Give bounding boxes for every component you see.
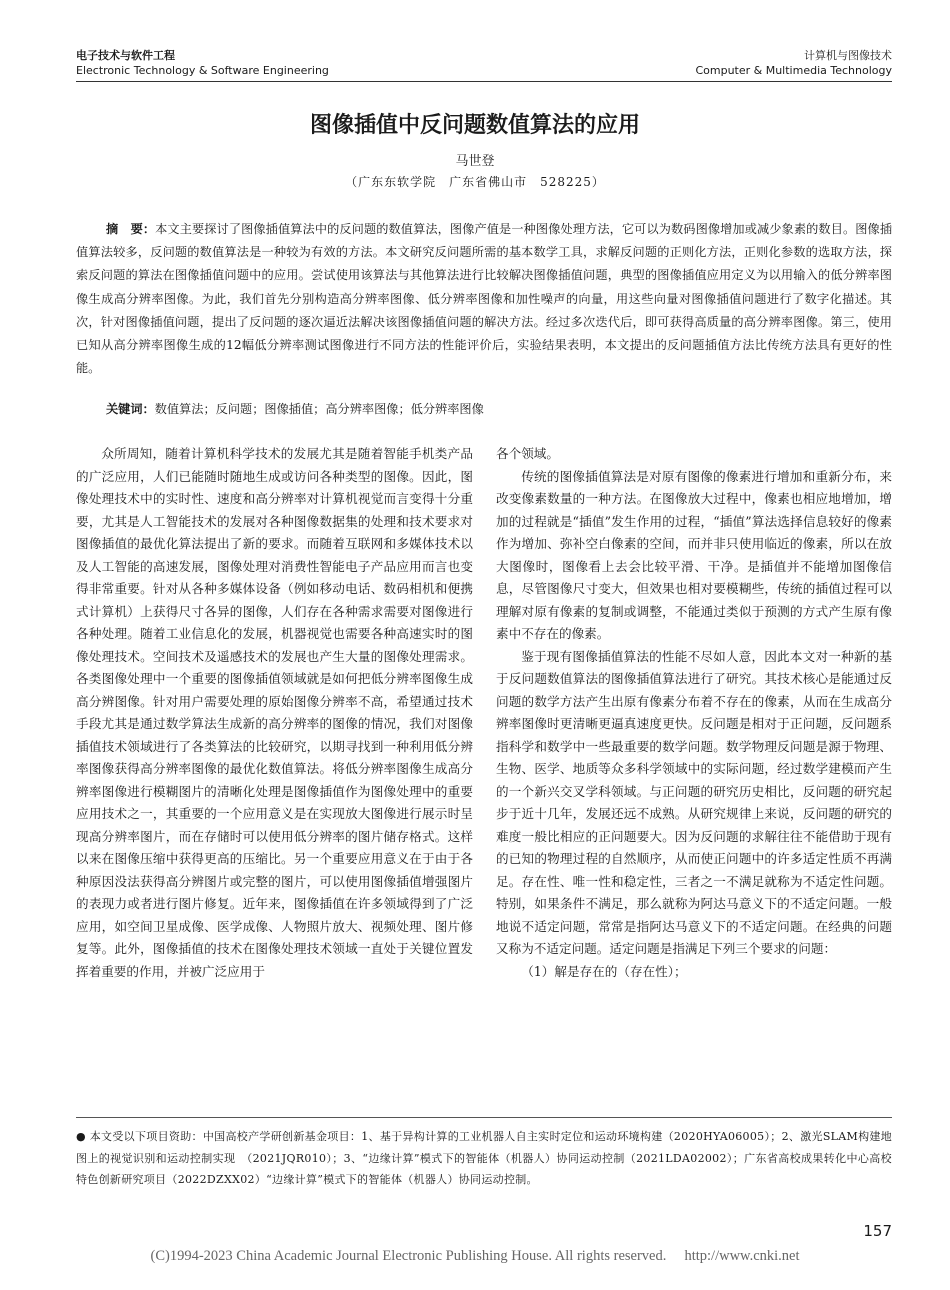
journal-name-en: Electronic Technology & Software Engineering: [76, 64, 329, 77]
footnote-divider: [76, 1117, 892, 1118]
page-number: 157: [863, 1222, 892, 1240]
keywords-label: 关键词：: [106, 402, 155, 416]
abstract-text: 本文主要探讨了图像插值算法中的反问题的数值算法，图像产值是一种图像处理方法，它可以为数码图像增加或减少象素的数目。图像插值算法较多，反问题的数值算法是一种较为有效的方法。本文研究反问题所需的基本数学工具，求解反问题的正则化方法，正则化参数的选取方法，探索反问题的算法在图像插值问题中的应用。尝试使用该算法与其他算法进行比较解决图像插值问题，典型的图像插值应用定义为以用输入的低分辨率图像生成高分辨率图像。为此，我们首先分别构造高分辨率图像、低分辨率图像和加性噪声的向量，用这些向量对图像插值问题进行了数字化描述。其次，针对图像插值问题，提出了反问题的逐次逼近法解决该图像插值问题的解决方法。经过多次迭代后，即可获得高质量的高分辨率图像。第三，使用已知从高分辨率图像生成的12幅低分辨率测试图像进行不同方法的性能评价后，实验结果表明，本文提出的反问题插值方法比传统方法具有更好的性能。: [76, 222, 893, 376]
paragraph: 鉴于现有图像插值算法的性能不尽如人意，因此本文对一种新的基于反问题数值算法的图像插值算法进行了研究。其技术核心是能通过反问题的数学方法产生出原有像素分布着不存在的像素，从而在生成高分辨率图像时更清晰更逼真速度更快。反问题是相对于正问题，反问题系指科学和数学中一些最重要的数学问题。数学物理反问题是源于物理、生物、医学、地质等众多科学领域中的实际问题，经过数学建模而产生的一个新兴交叉学科领域。与正问题的研究历史相比，反问题的研究起步于近十几年，发展还远不成熟。从研究规律上来说，反问题的研究的难度一般比相应的正问题要大。因为反问题的求解往往不能借助于现有的已知的物理过程的自然顺序，从而使正问题中的许多适定性质不再满足。存在性、唯一性和稳定性，三者之一不满足就称为不适定性问题。特别，如果条件不满足，那么就称为阿达马意义下的不适定问题。一般地说不适定问题，常常是指阿达马意义下的不适定问题。在经典的问题又称为不适定问题。适定问题是指满足下列三个要求的问题：: [496, 648, 892, 956]
keywords: [106, 399, 892, 419]
article-title: 图像插值中反问题数值算法的应用: [309, 113, 640, 138]
paragraph: 传统的图像插值算法是对原有图像的像素进行增加和重新分布，来改变像素数量的一种方法。在图像放大过程中，像素也相应地增加，增加的过程就是“插值”发生作用的过程，“插值”算法选择信息较好的像素作为增加、弥补空白像素的空间，而并非只使用临近的像素，所以在放大图像时，图像看上去会比较平滑、干净。是插值并不能增加图像信息，尽管图像尺寸变大，但效果也相对要模糊些，传统的插值过程可以理解对原有像素的复制或调整，不能通过类似于预测的方式产生原有像素中不存在的像素。: [496, 468, 892, 641]
paragraph-continuation: 各个领域。: [496, 446, 559, 461]
author-affiliation: （广东东软学院 广东省佛山市 528225）: [345, 175, 605, 189]
copyright-notice: (C)1994-2023 China Academic Journal Electronic Publishing House. All rights reserved. http://www.cnki.net: [150, 1248, 800, 1264]
header-divider: [76, 81, 892, 82]
footnote-text: 本文受以下项目资助：中国高校产学研创新基金项目：1、基于异构计算的工业机器人自主实时定位和运动环境构建（2020HYA06005）；2、激光SLAM构建地图上的视觉识别和运动控制实现 （2021JQR010）；3、“边缘计算”模式下的智能体（机器人）协同运动控制（2021LDA02002）；广东省高校成果转化中心高校特色创新研究项目（2022DZXX02）“边缘计算”模式下的智能体（机器人）协同运动控制。: [76, 1130, 893, 1186]
section-header: [695, 48, 892, 78]
abstract: [76, 218, 892, 380]
section-name-cn: 计算机与图像技术: [804, 49, 892, 62]
paragraph: 众所周知，随着计算机科学技术的发展尤其是随着智能手机类产品的广泛应用，人们已能随时随地生成或访问各种类型的图像。因此，图像处理技术中的实时性、速度和高分辨率对计算机视觉而言变得十分重要，尤其是人工智能技术的发展对各种图像数据集的处理和技术要求对图像插值的最优化算法提出了新的要求。而随着互联网和多媒体技术以及人工智能的高速发展，图像处理对消费性智能电子产品应用而言也变得非常重要。针对从各种多媒体设备（例如移动电话、数码相机和便携式计算机）上获得尺寸各异的图像，人们存在各种需求需要对图像进行各种处理。随着工业信息化的发展，机器视觉也需要各种高速实时的图像处理技术。空间技术及遥感技术的发展也产生大量的图像处理需求。各类图像处理中一个重要的图像插值领域就是如何把低分辨率图像生成高分辨图像。针对用户需要处理的原始图像分辨率不高，希望通过技术手段尤其是通过数学算法生成新的高分辨率的图像的情况，我们对图像插值技术领域进行了各类算法的比较研究，以期寻找到一种利用低分辨率图像获得高分辨率图像的最优化数值算法。将低分辨率图像生成高分辨率图像进行模糊图片的清晰化处理是图像插值作为图像处理中的重要应用技术之一，其重要的一个应用意义是在实现放大图像进行展示时呈现高分辨率图片，而在存储时可以使用低分辨率的图片储存格式。这样以来在图像压缩中获得更高的压缩比。另一个重要应用意义在于由于各种原因没法获得高分辨图片或完整的图片，可以使用图像插值增强图片的表现力或者进行图片修复。近年来，图像插值在许多领域得到了广泛应用，如空间卫星成像、医学成像、人物照片放大、视频处理、图片修复等。此外，图像插值的技术在图像处理技术领域一直处于关键位置发挥着重要的作用，并被广泛应用于: [76, 446, 473, 979]
body-column-right: [496, 443, 892, 983]
body-column-left: [76, 443, 473, 983]
journal-name-cn: 电子技术与软件工程: [76, 49, 175, 62]
section-name-en: Computer & Multimedia Technology: [695, 64, 892, 77]
funding-footnote: [76, 1126, 892, 1191]
journal-header: [76, 48, 329, 78]
paragraph: （1）解是存在的（存在性）；: [521, 963, 687, 979]
footnote-bullet-icon: ●: [76, 1130, 86, 1143]
keywords-text: 数值算法；反问题；图像插值；高分辨率图像；低分辨率图像: [154, 402, 484, 416]
abstract-label: 摘 要：: [106, 222, 156, 236]
article-author: 马世登: [455, 154, 495, 169]
